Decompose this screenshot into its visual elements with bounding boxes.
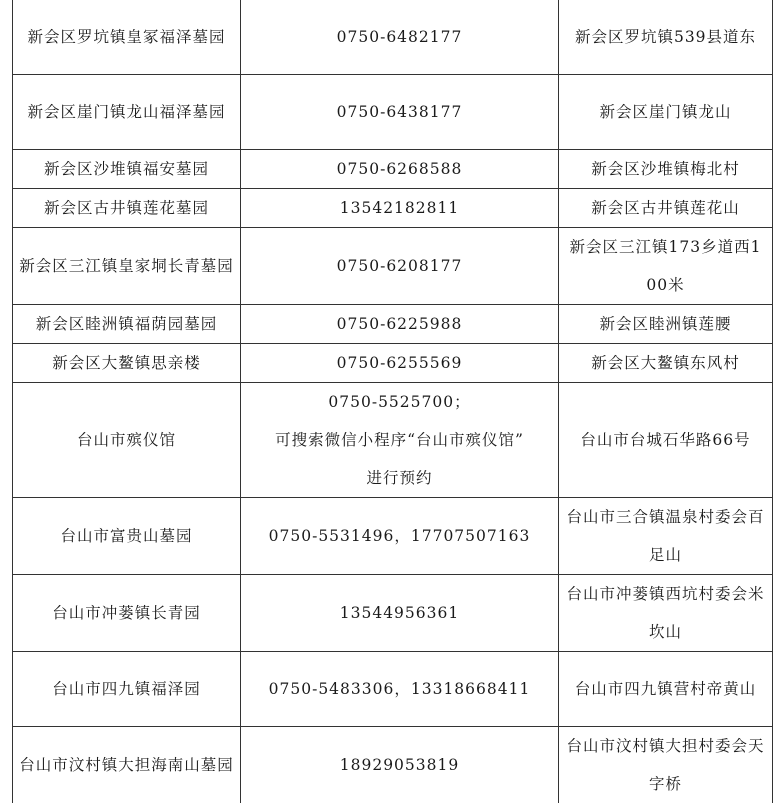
cemetery-name: 台山市殡仪馆 xyxy=(13,383,241,498)
table-row xyxy=(13,228,773,305)
table-row xyxy=(13,383,773,498)
cemetery-name: 新会区罗坑镇皇冢福泽墓园 xyxy=(13,0,241,75)
cemetery-address: 台山市台城石华路66号 xyxy=(559,383,773,498)
table-row xyxy=(13,652,773,727)
contact-phone: 18929053819 xyxy=(241,727,559,803)
cemetery-name: 新会区崖门镇龙山福泽墓园 xyxy=(13,75,241,150)
contact-phone: 0750-6208177 xyxy=(241,228,559,305)
contact-phone: 0750-6225988 xyxy=(241,305,559,344)
cemetery-name: 新会区三江镇皇家垌长青墓园 xyxy=(13,228,241,305)
cemetery-address: 新会区罗坑镇539县道东 xyxy=(559,0,773,75)
cemetery-name: 台山市冲蒌镇长青园 xyxy=(13,575,241,652)
table-row xyxy=(13,0,773,75)
contact-booking-note: 进行预约 xyxy=(247,459,552,497)
cemetery-name: 新会区大鳌镇思亲楼 xyxy=(13,344,241,383)
cemetery-address: 新会区崖门镇龙山 xyxy=(559,75,773,150)
cemetery-address: 台山市四九镇营村帝黄山 xyxy=(559,652,773,727)
table-row xyxy=(13,498,773,575)
cemetery-address: 新会区大鳌镇东风村 xyxy=(559,344,773,383)
cemetery-address: 台山市冲蒌镇西坑村委会米坎山 xyxy=(559,575,773,652)
cemetery-name: 新会区古井镇莲花墓园 xyxy=(13,189,241,228)
contact-wechat-note: 可搜索微信小程序“台山市殡仪馆” xyxy=(247,421,552,459)
table-row xyxy=(13,75,773,150)
contact-phone: 0750-6268588 xyxy=(241,150,559,189)
table-row xyxy=(13,575,773,652)
contact-phone: 0750-6255569 xyxy=(241,344,559,383)
cemetery-name: 新会区沙堆镇福安墓园 xyxy=(13,150,241,189)
contact-phone xyxy=(241,383,559,498)
contact-phone: 13544956361 xyxy=(241,575,559,652)
contact-phone-line: 0750-5525700； xyxy=(247,383,552,421)
cemetery-directory-table xyxy=(12,0,772,803)
cemetery-address: 台山市汶村镇大担村委会天字桥 xyxy=(559,727,773,803)
cemetery-name: 台山市四九镇福泽园 xyxy=(13,652,241,727)
contact-phone: 0750-5531496，17707507163 xyxy=(241,498,559,575)
cemetery-address: 新会区睦洲镇莲腰 xyxy=(559,305,773,344)
cemetery-address: 新会区三江镇173乡道西100米 xyxy=(559,228,773,305)
cemetery-name: 台山市富贵山墓园 xyxy=(13,498,241,575)
cemetery-name: 新会区睦洲镇福荫园墓园 xyxy=(13,305,241,344)
table-row xyxy=(13,150,773,189)
cemetery-address: 新会区沙堆镇梅北村 xyxy=(559,150,773,189)
contact-phone: 0750-6482177 xyxy=(241,0,559,75)
table-row xyxy=(13,344,773,383)
table-row xyxy=(13,305,773,344)
table-row xyxy=(13,189,773,228)
cemetery-name: 台山市汶村镇大担海南山墓园 xyxy=(13,727,241,803)
contact-phone: 13542182811 xyxy=(241,189,559,228)
contact-phone: 0750-5483306，13318668411 xyxy=(241,652,559,727)
cemetery-address: 台山市三合镇温泉村委会百足山 xyxy=(559,498,773,575)
contact-phone: 0750-6438177 xyxy=(241,75,559,150)
table-row xyxy=(13,727,773,803)
cemetery-address: 新会区古井镇莲花山 xyxy=(559,189,773,228)
